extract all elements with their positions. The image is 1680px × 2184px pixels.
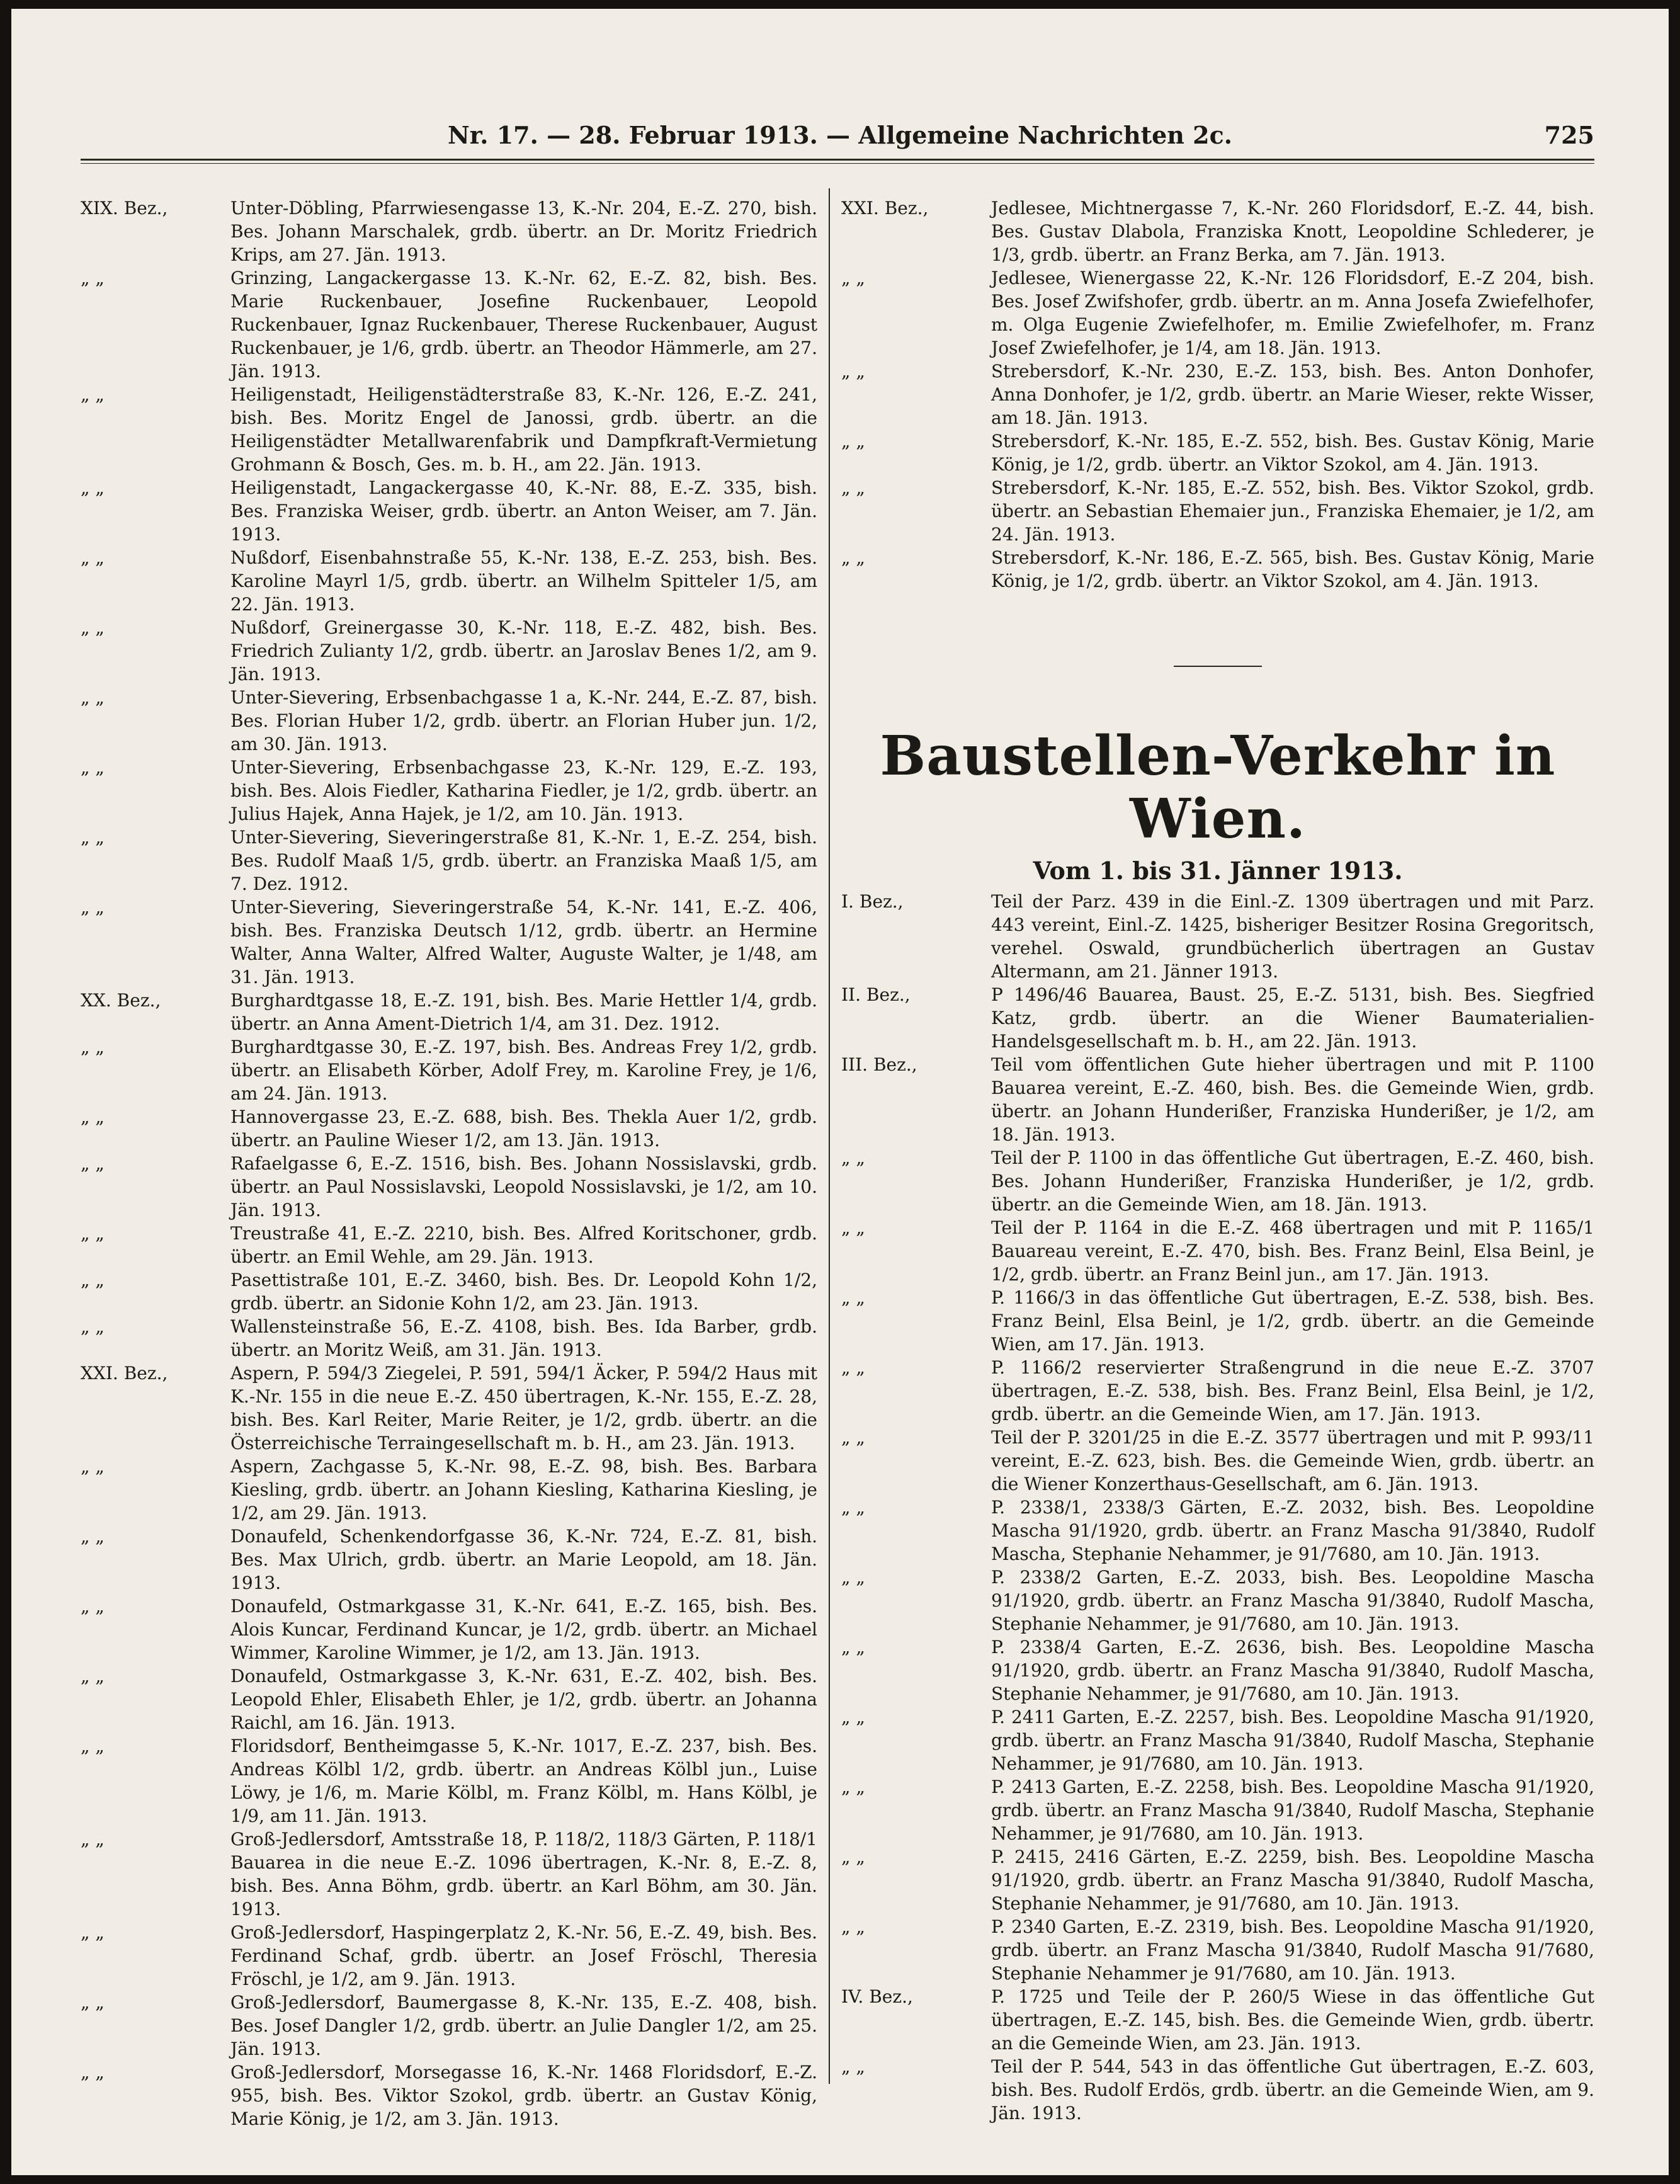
district-label: „ „	[81, 1736, 105, 1756]
register-entry	[81, 826, 817, 896]
page-number: 725	[1544, 121, 1594, 149]
entry-text: Groß-Jedlersdorf, Baumergasse 8, K.-Nr. 135, E.-Z. 408, bish. Bes. Josef Dangler 1/2, grdb. übertr. an Julie Dangler 1/2, am 25. Jän. 1913.	[230, 1992, 817, 2059]
entry-text: P. 2338/4 Garten, E.-Z. 2636, bish. Bes. Leopoldine Mascha 91/1920, grdb. übertr. an Franz Mascha 91/3840, Rudolf Mascha, Stephanie Nehammer, je 91/7680, am 10. Jän. 1913.	[991, 1637, 1594, 1704]
district-label: „ „	[81, 547, 105, 568]
section-entries	[841, 890, 1594, 2125]
entry-text: Strebersdorf, K.-Nr. 185, E.-Z. 552, bish. Bes. Gustav König, Marie König, je 1/2, grdb. übertr. an Viktor Szokol, am 4. Jän. 1913.	[991, 431, 1594, 475]
entry-text: Strebersdorf, K.-Nr. 185, E.-Z. 552, bish. Bes. Viktor Szokol, grdb. übertr. an Sebastian Ehemaier jun., Franziska Ehemaier, je 1/2, am 24. Jän. 1913.	[991, 477, 1594, 545]
district-label: I. Bez.,	[841, 891, 904, 912]
register-entry	[841, 2055, 1594, 2125]
register-entry	[841, 1635, 1594, 1705]
district-label: „ „	[81, 757, 105, 778]
register-entry	[841, 1915, 1594, 1985]
register-entry	[81, 1455, 817, 1525]
entry-text: Teil vom öffentlichen Gute hieher übertragen und mit P. 1100 Bauarea vereint, E.-Z. 460, bish. Bes. die Gemeinde Wien, grdb. übertr. an Johann Hunderißer, Franziska Hunderißer, je 1/2, am 18. Jän. 1913.	[991, 1054, 1594, 1145]
district-label: „ „	[841, 1497, 865, 1518]
entry-text: Aspern, P. 594/3 Ziegelei, P. 591, 594/1 Äcker, P. 594/2 Haus mit K.-Nr. 155 in die neue E.-Z. 450 übertragen, K.-Nr. 155, E.-Z. 28, bish. Bes. Karl Reiter, Marie Reiter, je 1/2, grdb. übertr. an die Österreichische Terraingesellschaft m. b. H., am 23. Jän. 1913.	[230, 1363, 817, 1453]
entry-text: Grinzing, Langackergasse 13. K.-Nr. 62, E.-Z. 82, bish. Bes. Marie Ruckenbauer, Josefine Ruckenbauer, Leopold Ruckenbauer, Ignaz Ruckenbauer, Therese Ruckenbauer, August Ruckenbauer, je 1/6, grdb. übertr. an Theodor Hämmerle, am 27. Jän. 1913.	[230, 268, 817, 382]
district-label: „ „	[81, 1526, 105, 1547]
register-entry	[81, 2061, 817, 2130]
register-entry	[81, 1664, 817, 1734]
register-entry	[841, 1216, 1594, 1286]
register-entry	[81, 1152, 817, 1222]
district-label: „ „	[841, 1357, 865, 1378]
header-rule	[81, 159, 1594, 164]
entry-text: P. 1166/3 in das öffentliche Gut übertragen, E.-Z. 538, bish. Bes. Franz Beinl, Elsa Beinl, je 1/2, grdb. übertr. an die Gemeinde Wien, am 17. Jän. 1913.	[991, 1287, 1594, 1355]
entry-text: Wallensteinstraße 56, E.-Z. 4108, bish. Bes. Ida Barber, grdb. übertr. an Moritz Weiß, am 31. Jän. 1913.	[230, 1316, 817, 1360]
entry-text: Groß-Jedlersdorf, Amtsstraße 18, P. 118/2, 118/3 Gärten, P. 118/1 Bauarea in die neue E.-Z. 1096 übertragen, K.-Nr. 8, E.-Z. 8, bish. Bes. Anna Böhm, grdb. übertr. an Karl Böhm, am 30. Jän. 1913.	[230, 1829, 817, 1920]
entry-text: Teil der P. 1100 in das öffentliche Gut übertragen, E.-Z. 460, bish. Bes. Johann Hunderißer, Franziska Hunderißer, je 1/2, grdb. übertr. an die Gemeinde Wien, am 18. Jän. 1913.	[991, 1147, 1594, 1215]
district-label: „ „	[841, 477, 865, 498]
register-entry	[841, 1566, 1594, 1635]
register-entry	[841, 266, 1594, 360]
district-label: „ „	[841, 1287, 865, 1308]
entry-text: Groß-Jedlersdorf, Haspingerplatz 2, K.-Nr. 56, E.-Z. 49, bish. Bes. Ferdinand Schaf, grdb. übertr. an Josef Fröschl, Theresia Fröschl, je 1/2, am 9. Jän. 1913.	[230, 1922, 817, 1989]
district-label: XIX. Bez.,	[81, 198, 168, 219]
register-entry	[81, 196, 817, 266]
entry-text: Donaufeld, Ostmarkgasse 31, K.-Nr. 641, E.-Z. 165, bish. Bes. Alois Kuncar, Ferdinand Kuncar, je 1/2, grdb. übertr. an Michael Wimmer, Karoline Wimmer, je 1/2, am 13. Jän. 1913.	[230, 1596, 817, 1663]
column-divider	[829, 188, 830, 2084]
register-entry	[81, 1222, 817, 1268]
entry-text: P. 2338/2 Garten, E.-Z. 2033, bish. Bes. Leopoldine Mascha 91/1920, grdb. übertr. an Franz Mascha 91/3840, Rudolf Mascha, Stephanie Nehammer, je 91/7680, am 10. Jän. 1913.	[991, 1567, 1594, 1634]
register-entry	[841, 1286, 1594, 1356]
register-entry	[81, 1991, 817, 2061]
district-label: III. Bez.,	[841, 1054, 917, 1075]
district-label: „ „	[81, 1829, 105, 1850]
district-label: „ „	[81, 1596, 105, 1617]
entry-text: Strebersdorf, K.-Nr. 186, E.-Z. 565, bish. Bes. Gustav König, Marie König, je 1/2, grdb. übertr. an Viktor Szokol, am 4. Jän. 1913.	[991, 547, 1594, 591]
register-entry	[81, 1921, 817, 1991]
district-label: XXI. Bez.,	[841, 198, 929, 219]
district-label: „ „	[81, 1456, 105, 1477]
district-label: „ „	[81, 617, 105, 638]
register-entry	[841, 546, 1594, 593]
entry-text: Floridsdorf, Bentheimgasse 5, K.-Nr. 1017, E.-Z. 237, bish. Bes. Andreas Kölbl 1/2, grdb. übertr. an Andreas Kölbl jun., Luise Löwy, je 1/6, m. Marie Kölbl, m. Franz Kölbl, m. Hans Kölbl, je 1/9, am 11. Jän. 1913.	[230, 1736, 817, 1826]
register-entry	[841, 1985, 1594, 2055]
register-entry	[81, 1362, 817, 1455]
entry-text: P 1496/46 Bauarea, Baust. 25, E.-Z. 5131, bish. Bes. Siegfried Katz, grdb. übertr. an die Wiener Baumaterialien-Handelsgesellschaft m. b. H., am 22. Jän. 1913.	[991, 984, 1594, 1052]
district-label: „ „	[841, 431, 865, 452]
entry-text: Donaufeld, Schenkendorfgasse 36, K.-Nr. 724, E.-Z. 81, bish. Bes. Max Ulrich, grdb. übertr. an Marie Leopold, am 18. Jän. 1913.	[230, 1526, 817, 1593]
district-label: „ „	[841, 1916, 865, 1937]
register-entry	[841, 196, 1594, 266]
district-label: „ „	[841, 2056, 865, 2077]
register-entry	[81, 989, 817, 1035]
district-label: „ „	[841, 1637, 865, 1658]
register-entry	[81, 1105, 817, 1152]
entry-text: Teil der P. 1164 in die E.-Z. 468 übertragen und mit P. 1165/1 Bauareau vereint, E.-Z. 470, bish. Bes. Franz Beinl, Elsa Beinl, je 1/2, grdb. übertr. an Franz Beinl jun., am 17. Jän. 1913.	[991, 1217, 1594, 1285]
newspaper-page	[11, 9, 1669, 2175]
entry-text: Teil der P. 544, 543 in das öffentliche Gut übertragen, E.-Z. 603, bish. Bes. Rudolf Erdös, grdb. übertr. an die Gemeinde Wien, am 9. Jän. 1913.	[991, 2056, 1594, 2124]
entry-text: Unter-Sievering, Erbsenbachgasse 1 a, K.-Nr. 244, E.-Z. 87, bish. Bes. Florian Huber 1/2, grdb. übertr. an Florian Huber jun. 1/2, am 30. Jän. 1913.	[230, 687, 817, 754]
register-entry	[81, 1315, 817, 1362]
register-entry	[81, 266, 817, 383]
section-divider	[1174, 666, 1262, 667]
district-label: „ „	[81, 687, 105, 708]
district-label: „ „	[841, 1147, 865, 1168]
district-label: „ „	[81, 1223, 105, 1244]
register-entry	[841, 429, 1594, 476]
register-entry	[81, 546, 817, 616]
entry-text: P. 2340 Garten, E.-Z. 2319, bish. Bes. Leopoldine Mascha 91/1920, grdb. übertr. an Franz Mascha 91/3840, Rudolf Mascha 91/7680, Stephanie Nehammer je 91/7680, am 10. Jän. 1913.	[991, 1916, 1594, 1984]
entry-text: Nußdorf, Eisenbahnstraße 55, K.-Nr. 138, E.-Z. 253, bish. Bes. Karoline Mayrl 1/5, grdb. übertr. an Wilhelm Spitteler 1/5, am 22. Jän. 1913.	[230, 547, 817, 615]
entry-text: P. 2415, 2416 Gärten, E.-Z. 2259, bish. Bes. Leopoldine Mascha 91/1920, grdb. übertr. an Franz Mascha 91/3840, Rudolf Mascha, Stephanie Nehammer, je 91/7680, am 10. Jän. 1913.	[991, 1846, 1594, 1914]
register-entry	[841, 983, 1594, 1053]
district-label: IV. Bez.,	[841, 1986, 913, 2007]
district-label: „ „	[81, 1992, 105, 2013]
district-label: „ „	[841, 268, 865, 288]
entry-text: Teil der Parz. 439 in die Einl.-Z. 1309 übertragen und mit Parz. 443 vereint, Einl.-Z. 1425, bisheriger Besitzer Rosina Gregoritsch, verehel. Oswald, grundbücherlich übertragen an Gustav Altermann, am 21. Jänner 1913.	[991, 891, 1594, 982]
entry-text: Rafaelgasse 6, E.-Z. 1516, bish. Bes. Johann Nossislavski, grdb. übertr. an Paul Nossislavski, Leopold Nossislavski, je 1/2, am 10. Jän. 1913.	[230, 1153, 817, 1220]
entry-text: Burghardtgasse 18, E.-Z. 191, bish. Bes. Marie Hettler 1/4, grdb. übertr. an Anna Ament-Dietrich 1/4, am 31. Dez. 1912.	[230, 990, 817, 1034]
entry-text: P. 2411 Garten, E.-Z. 2257, bish. Bes. Leopoldine Mascha 91/1920, grdb. übertr. an Franz Mascha 91/3840, Rudolf Mascha, Stephanie Nehammer, je 91/7680, am 10. Jän. 1913.	[991, 1707, 1594, 1774]
entry-text: Teil der P. 3201/25 in die E.-Z. 3577 übertragen und mit P. 993/11 vereint, E.-Z. 623, bish. Bes. die Gemeinde Wien, grdb. übertr. an die Wiener Konzerthaus-Gesellschaft, am 6. Jän. 1913.	[991, 1427, 1594, 1494]
entry-text: Unter-Sievering, Sieveringerstraße 54, K.-Nr. 141, E.-Z. 406, bish. Bes. Franziska Deutsch 1/12, grdb. übertr. an Hermine Walter, Anna Walter, Alfred Walter, Auguste Walter, je 1/48, am 31. Jän. 1913.	[230, 897, 817, 987]
register-entry	[841, 1146, 1594, 1216]
district-label: „ „	[841, 1217, 865, 1238]
district-label: „ „	[81, 1666, 105, 1686]
entry-text: Heiligenstadt, Heiligenstädterstraße 83, K.-Nr. 126, E.-Z. 241, bish. Bes. Moritz Engel de Janossi, grdb. übertr. an die Heiligenstädter Metallwarenfabrik und Dampfkraft-Vermietung Grohmann & Bosch, Ges. m. b. H., am 22. Jän. 1913.	[230, 384, 817, 475]
register-entry	[81, 616, 817, 686]
register-entry	[81, 896, 817, 989]
register-entry	[841, 1426, 1594, 1496]
district-label: „ „	[81, 1106, 105, 1127]
register-entry	[81, 686, 817, 756]
register-entry	[841, 890, 1594, 983]
page-header	[11, 115, 1669, 150]
register-entry	[841, 1775, 1594, 1845]
register-entry	[81, 1828, 817, 1921]
district-label: „ „	[81, 384, 105, 405]
district-label: „ „	[841, 361, 865, 382]
entry-text: P. 2338/1, 2338/3 Gärten, E.-Z. 2032, bish. Bes. Leopoldine Mascha 91/1920, grdb. übertr. an Franz Mascha 91/3840, Rudolf Mascha, Stephanie Nehammer, je 91/7680, am 10. Jän. 1913.	[991, 1497, 1594, 1564]
entry-text: Aspern, Zachgasse 5, K.-Nr. 98, E.-Z. 98, bish. Bes. Barbara Kiesling, grdb. übertr. an Johann Kiesling, Katharina Kiesling, je 1/2, am 29. Jän. 1913.	[230, 1456, 817, 1523]
register-entry	[841, 1705, 1594, 1775]
register-entry	[81, 756, 817, 826]
district-label: „ „	[81, 1153, 105, 1174]
district-label: „ „	[81, 1270, 105, 1290]
district-label: „ „	[81, 477, 105, 498]
register-entry	[841, 1496, 1594, 1566]
register-entry	[81, 1268, 817, 1315]
entry-text: P. 2413 Garten, E.-Z. 2258, bish. Bes. Leopoldine Mascha 91/1920, grdb. übertr. an Franz Mascha 91/3840, Rudolf Mascha, Stephanie Nehammer, je 91/7680, am 10. Jän. 1913.	[991, 1777, 1594, 1844]
left-column	[81, 196, 817, 2130]
entry-text: Jedlesee, Michtnergasse 7, K.-Nr. 260 Floridsdorf, E.-Z. 44, bish. Bes. Gustav Dlabola, Franziska Knott, Leopoldine Schlederer, je 1/3, grdb. übertr. an Franz Berka, am 7. Jän. 1913.	[991, 198, 1594, 265]
district-label: „ „	[841, 1707, 865, 1727]
register-entry	[81, 476, 817, 546]
district-label: „ „	[81, 268, 105, 288]
district-label: „ „	[81, 897, 105, 918]
district-label: „ „	[841, 1567, 865, 1588]
district-label: „ „	[81, 1922, 105, 1943]
entry-text: Heiligenstadt, Langackergasse 40, K.-Nr. 88, E.-Z. 335, bish. Bes. Franziska Weiser, grdb. übertr. an Anton Weiser, am 7. Jän. 1913.	[230, 477, 817, 545]
register-entry	[81, 1734, 817, 1828]
entry-text: Nußdorf, Greinergasse 30, K.-Nr. 118, E.-Z. 482, bish. Bes. Friedrich Zulianty 1/2, grdb. übertr. an Jaroslav Benes 1/2, am 9. Jän. 1913.	[230, 617, 817, 685]
section-subtitle: Vom 1. bis 31. Jänner 1913.	[1033, 856, 1403, 885]
register-entry	[81, 1035, 817, 1105]
register-entry	[841, 476, 1594, 546]
entry-text: Unter-Döbling, Pfarrwiesengasse 13, K.-Nr. 204, E.-Z. 270, bish. Bes. Johann Marschalek, grdb. übertr. an Dr. Moritz Friedrich Krips, am 27. Jän. 1913.	[230, 198, 817, 265]
register-entry	[81, 1525, 817, 1595]
district-label: XXI. Bez.,	[81, 1363, 168, 1384]
entry-text: P. 1725 und Teile der P. 260/5 Wiese in das öffentliche Gut übertragen, E.-Z. 145, bish. Bes. die Gemeinde Wien, grdb. übertr. an die Gemeinde Wien, am 23. Jän. 1913.	[991, 1986, 1594, 2054]
right-column	[841, 196, 1594, 2125]
entry-text: Unter-Sievering, Sieveringerstraße 81, K.-Nr. 1, E.-Z. 254, bish. Bes. Rudolf Maaß 1/5, grdb. übertr. an Franziska Maaß 1/5, am 7. Dez. 1912.	[230, 827, 817, 894]
entry-text: Jedlesee, Wienergasse 22, K.-Nr. 126 Floridsdorf, E.-Z 204, bish. Bes. Josef Zwifshofer, grdb. übertr. an m. Anna Josefa Zwiefelhofer, m. Olga Eugenie Zwiefelhofer, m. Emilie Zwiefelhofer, m. Franz Josef Zwiefelhofer, je 1/4, am 18. Jän. 1913.	[991, 268, 1594, 358]
district-label: „ „	[841, 547, 865, 568]
entry-text: Groß-Jedlersdorf, Morsegasse 16, K.-Nr. 1468 Floridsdorf, E.-Z. 955, bish. Bes. Viktor Szokol, grdb. übertr. an Gustav König, Marie König, je 1/2, am 3. Jän. 1913.	[230, 2062, 817, 2129]
district-label: „ „	[841, 1846, 865, 1867]
right-column-entries	[841, 196, 1594, 593]
district-label: „ „	[81, 1316, 105, 1337]
header-title: Nr. 17. — 28. Februar 1913. — Allgemeine Nachrichten 2c.	[448, 121, 1232, 149]
entry-text: Donaufeld, Ostmarkgasse 3, K.-Nr. 631, E.-Z. 402, bish. Bes. Leopold Ehler, Elisabeth Ehler, je 1/2, grdb. übertr. an Johanna Raichl, am 16. Jän. 1913.	[230, 1666, 817, 1733]
district-label: „ „	[841, 1427, 865, 1448]
entry-text: Pasettistraße 101, E.-Z. 3460, bish. Bes. Dr. Leopold Kohn 1/2, grdb. übertr. an Sidonie Kohn 1/2, am 23. Jän. 1913.	[230, 1270, 817, 1314]
register-entry	[841, 1053, 1594, 1146]
entry-text: Treustraße 41, E.-Z. 2210, bish. Bes. Alfred Koritschoner, grdb. übertr. an Emil Wehle, am 29. Jän. 1913.	[230, 1223, 817, 1267]
district-label: „ „	[81, 1037, 105, 1057]
entry-text: Unter-Sievering, Erbsenbachgasse 23, K.-Nr. 129, E.-Z. 193, bish. Bes. Alois Fiedler, Katharina Fiedler, je 1/2, grdb. übertr. an Julius Hajek, Anna Hajek, je 1/2, am 10. Jän. 1913.	[230, 757, 817, 824]
district-label: „ „	[81, 827, 105, 848]
entry-text: Strebersdorf, K.-Nr. 230, E.-Z. 153, bish. Bes. Anton Donhofer, Anna Donhofer, je 1/2, grdb. übertr. an Marie Wieser, rekte Wisser, am 18. Jän. 1913.	[991, 361, 1594, 428]
register-entry	[841, 1845, 1594, 1915]
district-label: „ „	[841, 1777, 865, 1797]
district-label: „ „	[81, 2062, 105, 2083]
register-entry	[81, 383, 817, 476]
entry-text: P. 1166/2 reservierter Straßengrund in die neue E.-Z. 3707 übertragen, E.-Z. 538, bish. Bes. Franz Beinl, Elsa Beinl, je 1/2, grdb. übertr. an die Gemeinde Wien, am 17. Jän. 1913.	[991, 1357, 1594, 1425]
register-entry	[841, 360, 1594, 429]
register-entry	[841, 1356, 1594, 1426]
section-title: Baustellen-Verkehr in Wien.	[880, 724, 1556, 851]
register-entry	[81, 1595, 817, 1664]
entry-text: Hannovergasse 23, E.-Z. 688, bish. Bes. Thekla Auer 1/2, grdb. übertr. an Pauline Wieser 1/2, am 13. Jän. 1913.	[230, 1106, 817, 1151]
district-label: II. Bez.,	[841, 984, 911, 1005]
district-label: XX. Bez.,	[81, 990, 161, 1011]
entry-text: Burghardtgasse 30, E.-Z. 197, bish. Bes. Andreas Frey 1/2, grdb. übertr. an Elisabeth Körber, Adolf Frey, m. Karoline Frey, je 1/6, am 24. Jän. 1913.	[230, 1037, 817, 1104]
